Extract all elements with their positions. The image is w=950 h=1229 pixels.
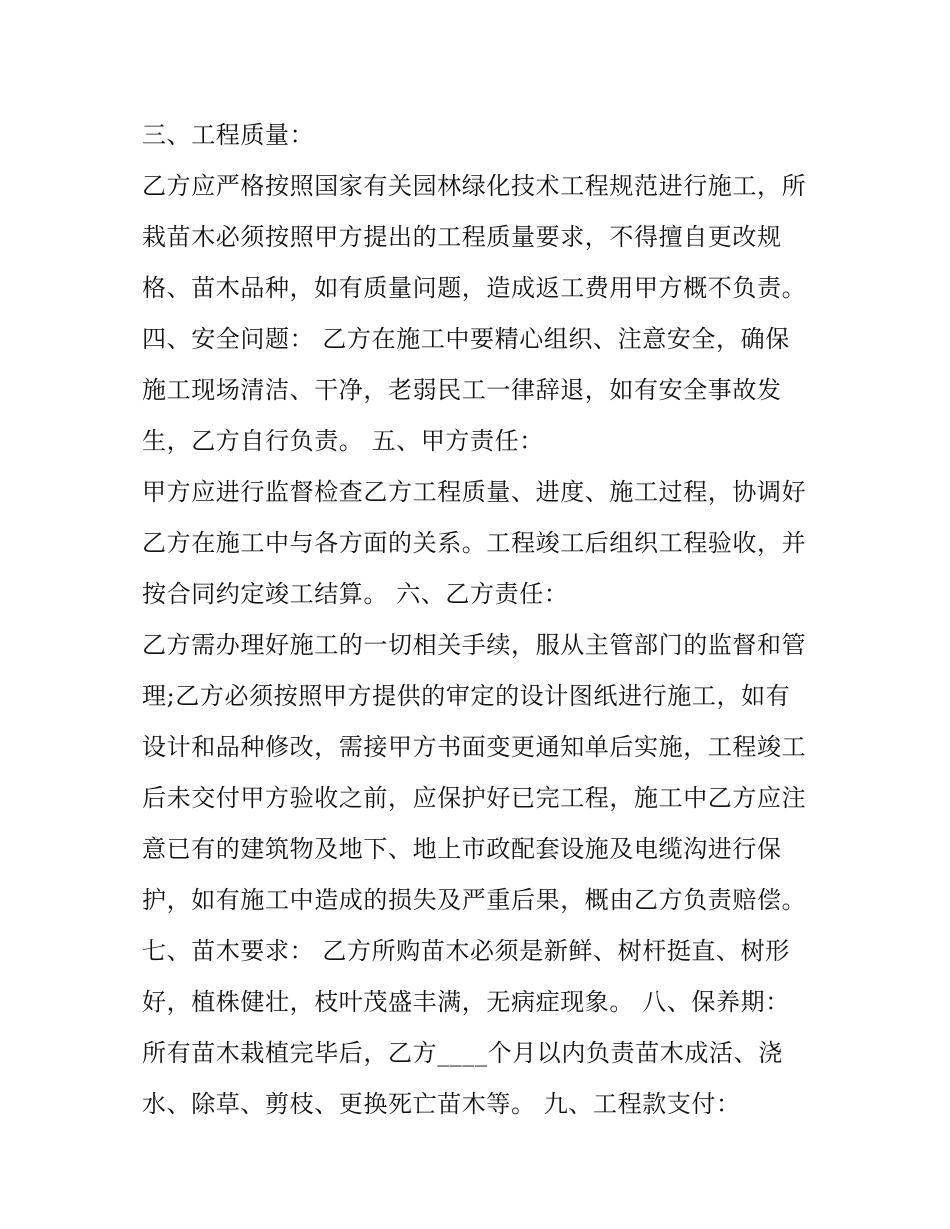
text-line: 水、除草、剪枝、更换死亡苗木等。 九、工程款支付： <box>142 1090 741 1118</box>
text-line: 七、苗木要求： 乙方所购苗木必须是新鲜、树杆挺直、树形 <box>142 937 790 965</box>
text-line: 后未交付甲方验收之前，应保护好已完工程，施工中乙方应注 <box>142 784 807 812</box>
text-line: 甲方应进行监督检查乙方工程质量、进度、施工过程，协调好 <box>142 478 807 506</box>
text-line: 护，如有施工中造成的损失及严重后果，概由乙方负责赔偿。 <box>142 886 807 914</box>
text-line: 设计和品种修改，需接甲方书面变更通知单后实施，工程竣工 <box>142 733 807 761</box>
text-line: 按合同约定竣工结算。 六、乙方责任： <box>142 580 569 608</box>
text-line: 施工现场清洁、干净，老弱民工一律辞退，如有安全事故发 <box>142 376 782 404</box>
text-line: 乙方需办理好施工的一切相关手续，服从主管部门的监督和管 <box>142 631 807 659</box>
text-line: 理;乙方必须按照甲方提供的审定的设计图纸进行施工，如有 <box>142 682 791 710</box>
text-line: 意已有的建筑物及地下、地上市政配套设施及电缆沟进行保 <box>142 835 782 863</box>
text-line: 栽苗木必须按照甲方提出的工程质量要求，不得擅自更改规 <box>142 223 782 251</box>
text-line: 乙方应严格按照国家有关园林绿化技术工程规范进行施工，所 <box>142 172 807 200</box>
text-line: 四、安全问题： 乙方在施工中要精心组织、注意安全，确保 <box>142 325 790 353</box>
text-line: 生，乙方自行负责。 五、甲方责任： <box>142 427 544 455</box>
document-body <box>142 110 822 1130</box>
text-line: 乙方在施工中与各方面的关系。工程竣工后组织工程验收，并 <box>142 529 807 557</box>
text-line: 好，植株健壮，枝叶茂盛丰满，无病症现象。 八、保养期： <box>142 988 790 1016</box>
text-line: 所有苗木栽植完毕后，乙方____个月以内负责苗木成活、浇 <box>142 1039 783 1067</box>
text-line: 三、工程质量： <box>142 121 315 149</box>
text-line: 格、苗木品种，如有质量问题，造成返工费用甲方概不负责。 <box>142 274 807 302</box>
